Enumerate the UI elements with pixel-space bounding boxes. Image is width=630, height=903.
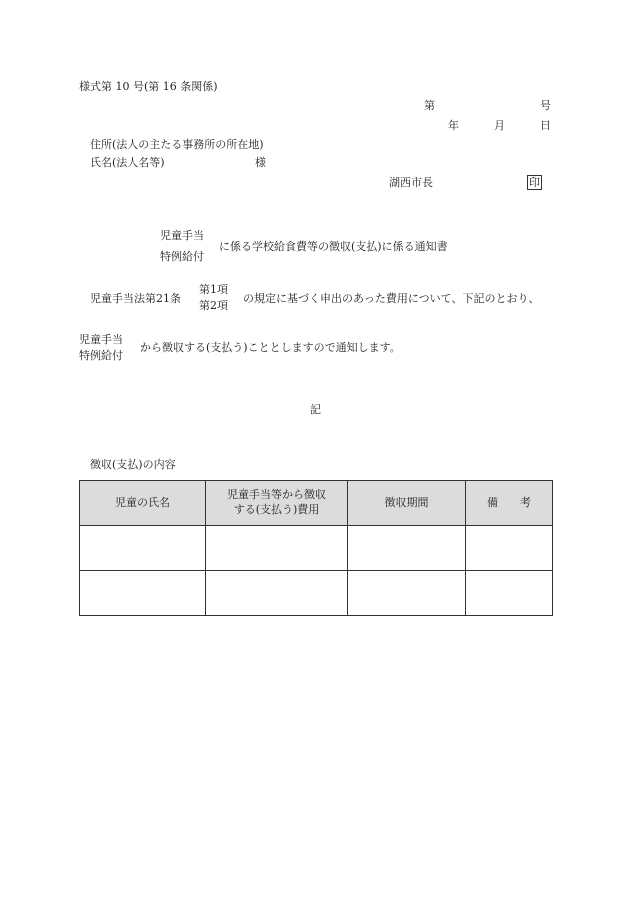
- issuer-name: 湖西市長: [389, 176, 433, 189]
- table-cell: [466, 526, 553, 571]
- body-option-child-allowance: 児童手当: [79, 333, 123, 346]
- title-option-child-allowance: 児童手当: [160, 229, 204, 242]
- date-year-label: 年: [448, 119, 459, 132]
- recipient-honorific: 様: [255, 156, 266, 169]
- table-row: [80, 526, 553, 571]
- doc-number-dai: 第: [424, 99, 435, 112]
- table-cell: [348, 526, 466, 571]
- law-reference: 児童手当法第21条: [90, 292, 181, 305]
- header-period: 徴収期間: [348, 481, 466, 526]
- seal-mark: 印: [529, 176, 540, 189]
- clause-option-1: 第1項: [199, 283, 228, 296]
- table-cell: [466, 571, 553, 616]
- body-text-line1: の規定に基づく申出のあった費用について、下記のとおり、: [243, 292, 540, 305]
- section-title: 徴収(支払)の内容: [90, 458, 176, 471]
- recipient-address-label: 住所(法人の主たる事務所の所在地): [90, 138, 264, 151]
- table-cell: [80, 526, 206, 571]
- table-header-row: [80, 481, 553, 526]
- recipient-name-label: 氏名(法人名等): [90, 156, 165, 169]
- form-number: 様式第 10 号(第 16 条関係): [79, 80, 218, 93]
- collection-table: [79, 480, 553, 616]
- header-cost-line1: 児童手当等から徴収: [227, 488, 326, 502]
- document-title: に係る学校給食費等の徴収(支払)に係る通知書: [219, 240, 448, 253]
- date-month-label: 月: [494, 119, 505, 132]
- table-row: [80, 571, 553, 616]
- ki-heading: 記: [310, 403, 321, 416]
- doc-number-go: 号: [540, 99, 551, 112]
- table-cell: [206, 571, 348, 616]
- header-remarks: 備 考: [466, 481, 553, 526]
- title-option-special-benefit: 特例給付: [160, 250, 204, 263]
- table-cell: [80, 571, 206, 616]
- body-text-line2: から徴収する(支払う)こととしますので通知します。: [140, 341, 401, 354]
- date-day-label: 日: [540, 119, 551, 132]
- header-cost: [206, 481, 348, 526]
- header-child-name: 児童の氏名: [80, 481, 206, 526]
- table-cell: [348, 571, 466, 616]
- table-cell: [206, 526, 348, 571]
- body-option-special-benefit: 特例給付: [79, 349, 123, 362]
- clause-option-2: 第2項: [199, 299, 228, 312]
- header-cost-line2: する(支払う)費用: [233, 503, 320, 516]
